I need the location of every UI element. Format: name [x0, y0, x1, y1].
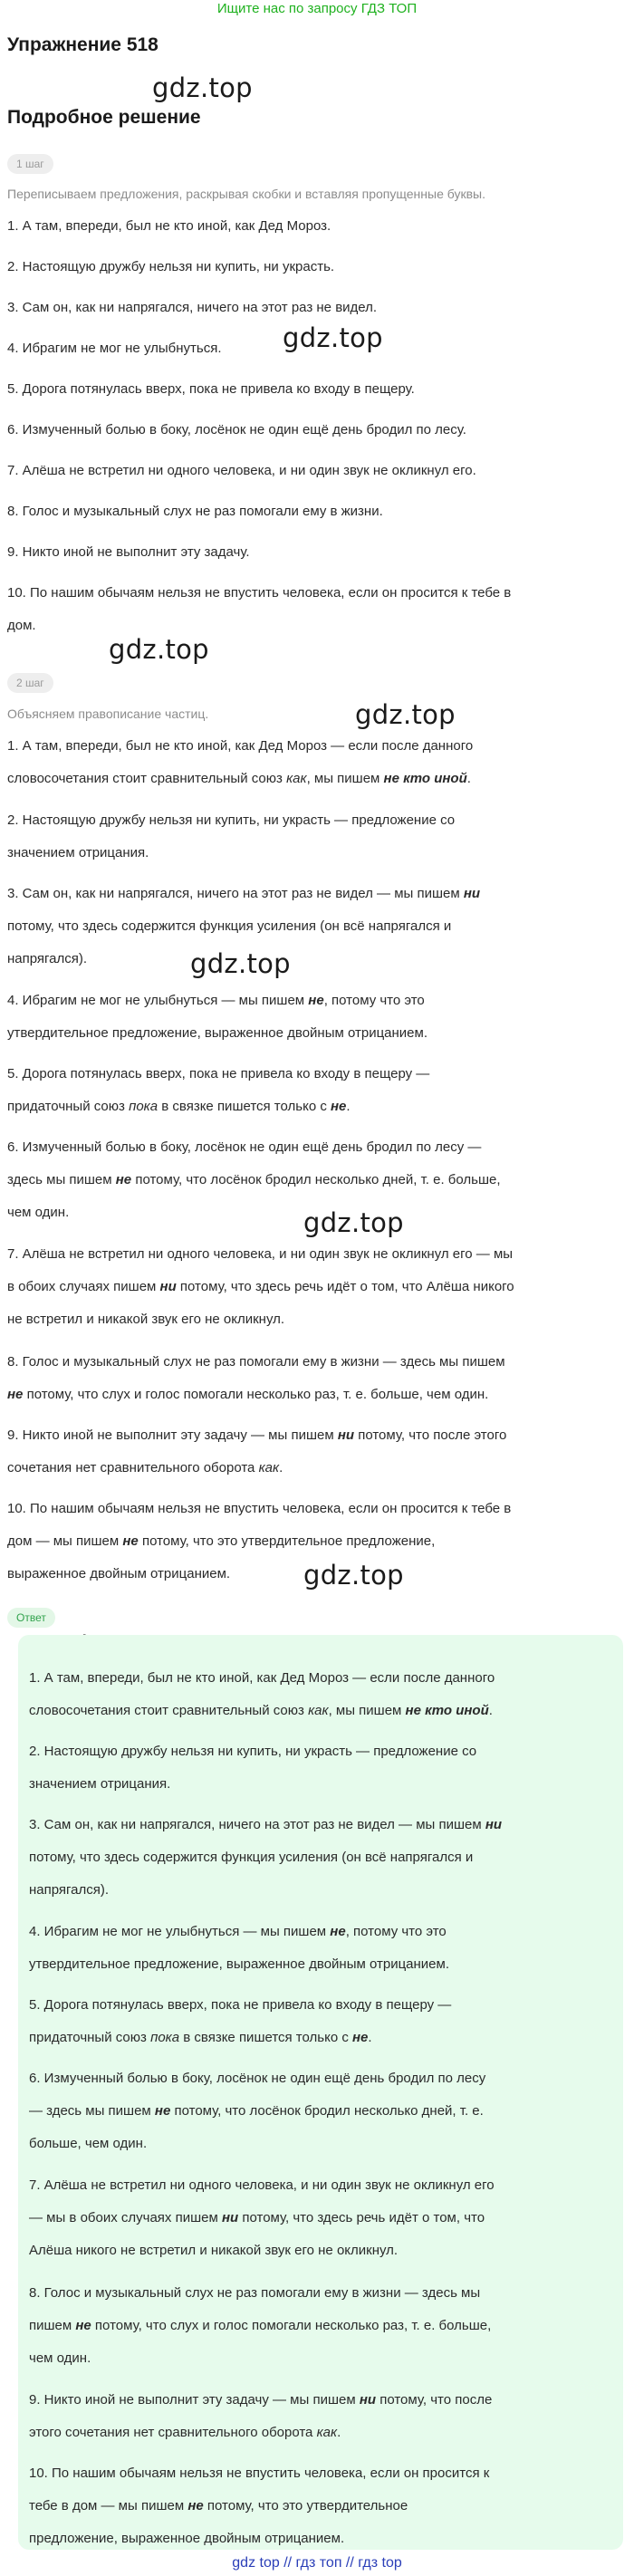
answer-item: 2. Настоящую дружбу нельзя ни купить, ни украсть — предложение со значением отрицания.	[29, 1744, 477, 1792]
watermark: gdz.top	[303, 1207, 404, 1238]
step-2-item: 1. А там, впереди, был не кто иной, как Дед Мороз — если после данного словосочетания стоит сравнительный союз как, мы пишем не кто иной.	[7, 738, 474, 786]
step-1-item: 6. Измученный болью в боку, лосёнок не один ещё день бродил по лесу.	[7, 422, 466, 437]
watermark: gdz.top	[109, 634, 209, 665]
step-1-item: 8. Голос и музыкальный слух не раз помогали ему в жизни.	[7, 504, 383, 519]
watermark: gdz.top	[355, 699, 456, 730]
step-2-item: 8. Голос и музыкальный слух не раз помогали ему в жизни — здесь мы пишем не потому, что слух и голос помогали несколько раз, т. е. больше, чем один.	[7, 1354, 505, 1402]
answer-item: 6. Измученный болью в боку, лосёнок не один ещё день бродил по лесу — здесь мы пишем не потому, что лосёнок бродил несколько дней, т. е. больше, чем один.	[29, 2071, 486, 2151]
solution-subtitle: Подробное решение	[7, 107, 201, 128]
step-2-item: 2. Настоящую дружбу нельзя ни купить, ни украсть — предложение со значением отрицания.	[7, 812, 456, 860]
step-2-item: 6. Измученный болью в боку, лосёнок не один ещё день бродил по лесу — здесь мы пишем не потому, что лосёнок бродил несколько дней, т. е. больше, чем один.	[7, 1139, 501, 1220]
step-1-intro: Переписываем предложения, раскрывая скобки и вставляя пропущенные буквы.	[7, 187, 485, 201]
step-1-item: 10. По нашим обычаям нельзя не впустить человека, если он просится к тебе в дом.	[7, 585, 512, 633]
step-2-intro: Объясняем правописание частиц.	[7, 706, 209, 721]
step-1-item: 7. Алёша не встретил ни одного человека, и ни один звук не окликнул его.	[7, 463, 476, 478]
watermark: gdz.top	[303, 1560, 404, 1591]
footer-links[interactable]: gdz top // гдз топ // гдз top	[232, 2555, 402, 2571]
step-1-badge: 1 шаг	[7, 154, 53, 174]
step-2-item: 7. Алёша не встретил ни одного человека, и ни один звук не окликнул его — мы в обоих случаях пишем ни потому, что здесь речь идёт о том, что Алёша никого не встретил и никакой звук его не окликнул.	[7, 1246, 514, 1327]
step-1-item: 1. А там, впереди, был не кто иной, как Дед Мороз.	[7, 218, 331, 234]
watermark: gdz.top	[152, 72, 253, 103]
answer-item: 10. По нашим обычаям нельзя не впустить человека, если он просится к тебе в дом — мы пишем не потому, что это утвердительное предложение, выраженное двойным отрицанием.	[29, 2465, 490, 2546]
page-title: Упражнение 518	[7, 34, 158, 55]
answer-item: 7. Алёша не встретил ни одного человека, и ни один звук не окликнул его — мы в обоих случаях пишем ни потому, что здесь речь идёт о том, что Алёша никого не встретил и никакой звук его не окликнул.	[29, 2177, 495, 2258]
step-1-item: 3. Сам он, как ни напрягался, ничего на этот раз не видел.	[7, 300, 378, 315]
step-1-item: 4. Ибрагим не мог не улыбнуться.	[7, 341, 222, 356]
answer-item: 4. Ибрагим не мог не улыбнуться — мы пишем не, потому что это утвердительное предложение, выраженное двойным отрицанием.	[29, 1924, 450, 1972]
step-2-item: 9. Никто иной не выполнит эту задачу — мы пишем ни потому, что после этого сочетания нет сравнительного оборота как.	[7, 1427, 507, 1475]
top-banner[interactable]: Ищите нас по запросу ГДЗ ТОП	[216, 1, 418, 16]
watermark: gdz.top	[190, 948, 291, 979]
answer-item: 1. А там, впереди, был не кто иной, как Дед Мороз — если после данного словосочетания стоит сравнительный союз как, мы пишем не кто иной.	[29, 1670, 495, 1718]
answer-item: 9. Никто иной не выполнит эту задачу — мы пишем ни потому, что после этого сочетания нет сравнительного оборота как.	[29, 2392, 493, 2440]
step-2-item: 3. Сам он, как ни напрягался, ничего на этот раз не видел — мы пишем ни потому, что здесь содержится функция усиления (он всё напрягался и напрягался).	[7, 886, 481, 966]
step-1-item: 2. Настоящую дружбу нельзя ни купить, ни украсть.	[7, 259, 335, 274]
step-1-item: 5. Дорога потянулась вверх, пока не привела ко входу в пещеру.	[7, 381, 415, 397]
step-2-item: 10. По нашим обычаям нельзя не впустить человека, если он просится к тебе в дом — мы пишем не потому, что это утвердительное предложение, выраженное двойным отрицанием.	[7, 1501, 512, 1581]
answer-item: 8. Голос и музыкальный слух не раз помогали ему в жизни — здесь мы пишем не потому, что слух и голос помогали несколько раз, т. е. больше, чем один.	[29, 2285, 492, 2366]
watermark: gdz.top	[283, 322, 383, 353]
answer-item: 3. Сам он, как ни напрягался, ничего на этот раз не видел — мы пишем ни потому, что здесь содержится функция усиления (он всё напрягался и напрягался).	[29, 1817, 503, 1898]
step-1-item: 9. Никто иной не выполнит эту задачу.	[7, 544, 250, 560]
step-2-item: 4. Ибрагим не мог не улыбнуться — мы пишем не, потому что это утвердительное предложение, выраженное двойным отрицанием.	[7, 993, 428, 1041]
answer-item: 5. Дорога потянулась вверх, пока не привела ко входу в пещеру — придаточный союз пока в связке пишется только с не.	[29, 1997, 452, 2045]
answer-badge: Ответ	[7, 1608, 55, 1628]
step-2-badge: 2 шаг	[7, 673, 53, 693]
step-2-item: 5. Дорога потянулась вверх, пока не привела ко входу в пещеру — придаточный союз пока в связке пишется только с не.	[7, 1066, 430, 1114]
